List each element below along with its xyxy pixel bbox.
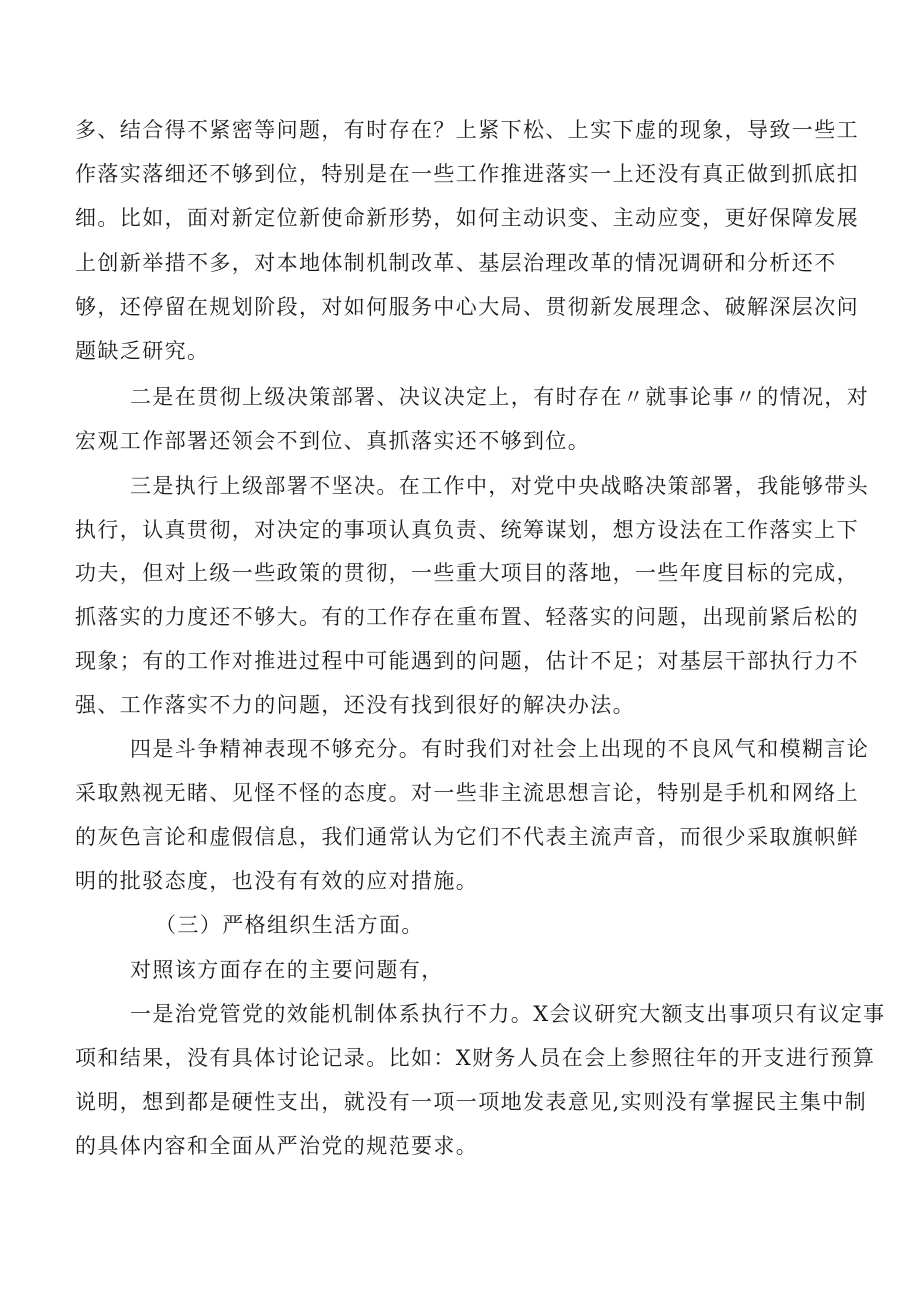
text-line: 二是在贯彻上级决策部署、决议决定上，有时存在〃就事论事〃的情况，对: [130, 385, 870, 409]
text-line: 作落实落细还不够到位，特别是在一些工作推进落实一上还没有真正做到抓底扣: [75, 162, 859, 186]
text-line: 细。比如，面对新定位新使命新形势，如何主动识变、主动应变，更好保障发展: [75, 206, 859, 230]
text-line: 执行，认真贯彻，对决定的事项认真负责、统筹谋划，想方设法在工作落实上下: [75, 518, 859, 542]
text-line: 三是执行上级部署不坚决。在工作中，对党中央战略决策部署，我能够带头: [130, 474, 870, 498]
text-line: 项和结果，没有具体讨论记录。比如：X财务人员在会上参照往年的开支进行预算: [75, 1046, 876, 1070]
text-line: 强、工作落实不力的问题，还没有找到很好的解决办法。: [75, 693, 635, 717]
text-line: 的灰色言论和虚假信息，我们通常认为它们不代表主流声音，而很少采取旗帜鲜: [75, 825, 859, 849]
text-line: 抓落实的力度还不够大。有的工作存在重布置、轻落实的问题，出现前紧后松的: [75, 605, 859, 629]
text-line: 采取熟视无睹、见怪不怪的态度。对一些非主流思想言论，特别是手机和网络上: [75, 781, 859, 805]
text-line: 对照该方面存在的主要问题有，: [130, 958, 444, 982]
section-heading-text: （三）严格组织生活方面。: [155, 913, 424, 937]
text-line: 上创新举措不多，对本地体制机制改革、基层治理改革的情况调研和分析还不: [75, 251, 837, 275]
text-line: 一是治党管党的效能机制体系执行不力。X会议研究大额支出事项只有议定事: [130, 1002, 886, 1026]
text-line: 宏观工作部署还领会不到位、真抓落实还不够到位。: [75, 429, 591, 453]
text-line: 四是斗争精神表现不够充分。有时我们对社会上出现的不良风气和模糊言论: [130, 737, 870, 761]
text-line: 多、结合得不紧密等问题，有时存在？上紧下松、上实下虚的现象，导致一些工: [75, 118, 859, 142]
text-line: 说明，想到都是硬性支出，就没有一项一项地发表意见,实则没有掌握民主集中制: [75, 1090, 868, 1114]
text-line: 现象；有的工作对推进过程中可能遇到的问题，估计不足；对基层干部执行力不: [75, 649, 859, 673]
text-line: 够，还停留在规划阶段，对如何服务中心大局、贯彻新发展理念、破解深层次问: [75, 295, 859, 319]
text-line: 题缺乏研究。: [75, 339, 210, 363]
text-line: 的具体内容和全面从严治党的规范要求。: [75, 1134, 479, 1158]
text-line: 明的批驳态度，也没有有效的应对措施。: [75, 869, 479, 893]
text-line: 功夫，但对上级一些政策的贯彻，一些重大项目的落地，一些年度目标的完成，: [75, 561, 859, 585]
